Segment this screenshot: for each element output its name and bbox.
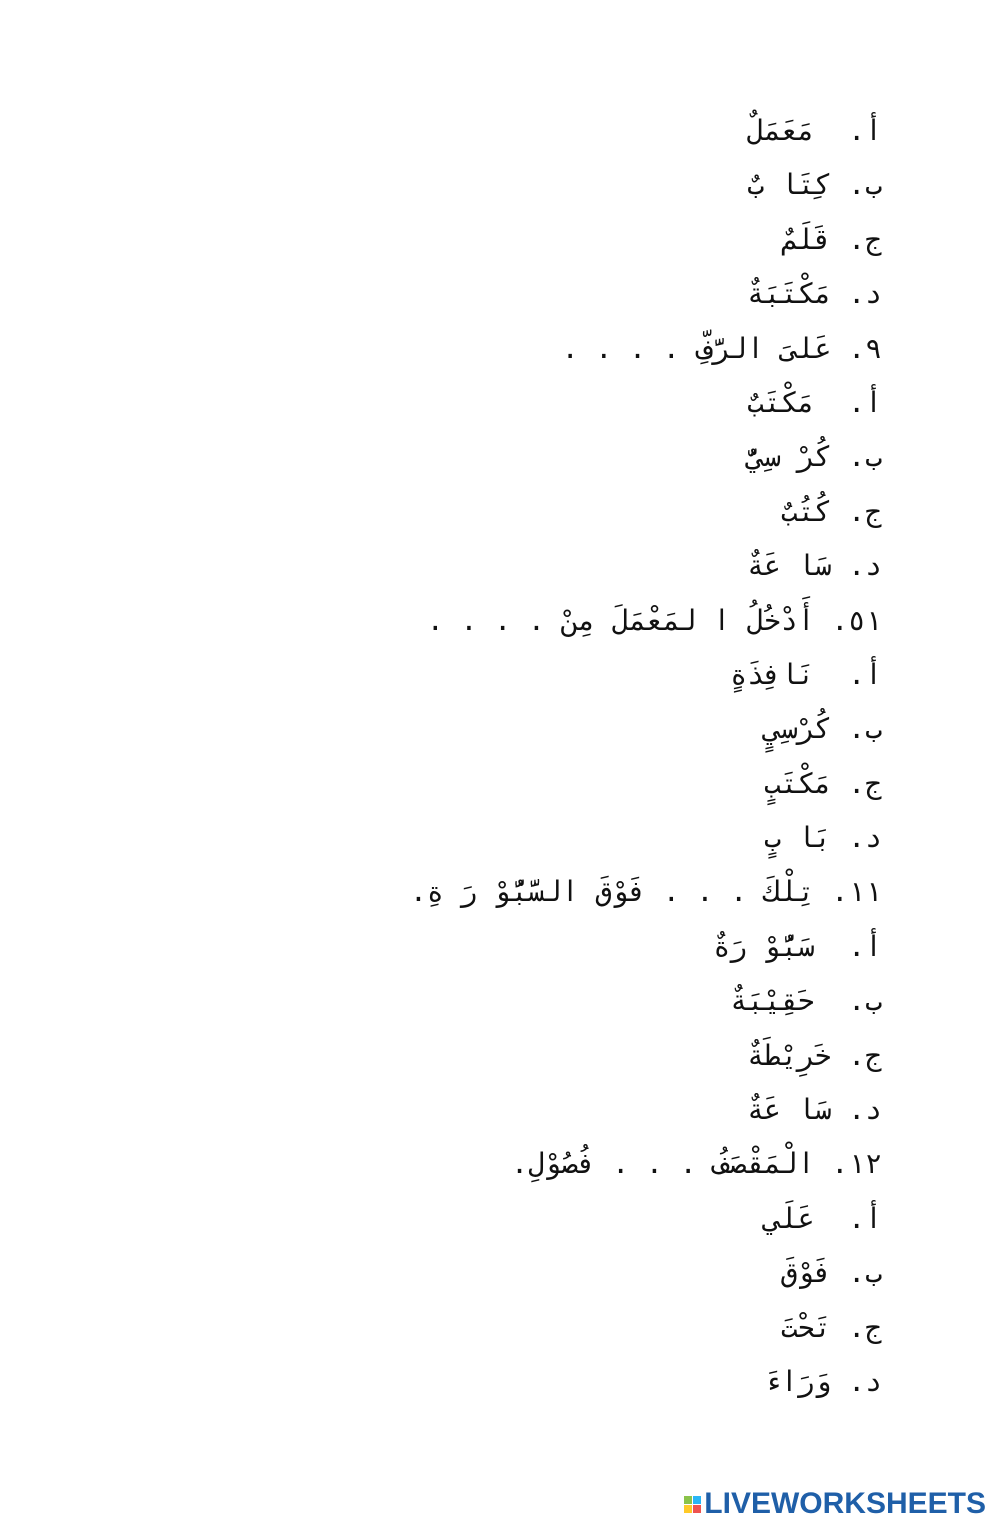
question-9-option-c: ج. كُتُبٌ bbox=[780, 494, 882, 528]
worksheet-body bbox=[102, 104, 882, 1409]
question-9-option-b: ب. كُرْ سِيٌّ bbox=[747, 440, 882, 474]
option-d-line: د. مَكْتَبَةٌ bbox=[747, 277, 882, 311]
option-c-line: ج. قَلَمٌ bbox=[780, 222, 882, 256]
liveworksheets-logo[interactable] bbox=[684, 1486, 986, 1522]
question-12-option-c: ج. تَحْتَ bbox=[780, 1310, 882, 1344]
question-12-option-a: أ. عَلَي bbox=[763, 1201, 882, 1235]
option-a-line: أ. مَعَمَلٌ bbox=[747, 114, 882, 147]
logo-cell-icon bbox=[684, 1505, 692, 1513]
question-10-option-c: ج. مَكْتَبٍ bbox=[763, 766, 882, 800]
question-9: ٩. عَلىَ الرَّفِّ . . . . bbox=[561, 331, 882, 365]
logo-grid-icon bbox=[684, 1496, 701, 1513]
question-11-option-c: ج. خَرِيْطَةٌ bbox=[747, 1038, 882, 1072]
question-9-option-a: أ. مَكْتَبٌ bbox=[747, 385, 882, 419]
question-10-option-a: أ. نَافِذَةٍ bbox=[730, 657, 882, 691]
option-b-line: ب. كِتَا بٌ bbox=[747, 168, 882, 202]
logo-cell-icon bbox=[693, 1505, 701, 1513]
question-12: ١٢. الْمَقْصَفُ . . . فُصُوْلِ. bbox=[511, 1147, 882, 1181]
question-11-option-d: د. سَا عَةٌ bbox=[747, 1093, 882, 1127]
question-9-option-d: د. سَا عَةٌ bbox=[747, 549, 882, 583]
logo-cell-icon bbox=[693, 1496, 701, 1504]
question-11-option-b: ب. حَقِيْبَةٌ bbox=[730, 984, 882, 1018]
question-11-option-a: أ. سَبُّوْ رَةٌ bbox=[713, 929, 882, 963]
question-10-option-d: د. بَا بٍ bbox=[763, 821, 882, 855]
question-10: ٥١. أَدْخُلُ ا لمَعْمَلَ مِنْ . . . . bbox=[426, 603, 882, 637]
question-10-option-b: ب. كُرْسِيٍ bbox=[763, 712, 882, 746]
brand-name: LIVEWORKSHEETS bbox=[704, 1487, 986, 1520]
question-11: ١١. تِلْكَ . . . فَوْقَ السَّبُّوْ رَ ةِ. bbox=[409, 875, 882, 909]
question-12-option-b: ب. فَوْقَ bbox=[780, 1256, 882, 1290]
logo-cell-icon bbox=[684, 1496, 692, 1504]
question-12-option-d: د. وَرَاءَ bbox=[763, 1364, 882, 1398]
